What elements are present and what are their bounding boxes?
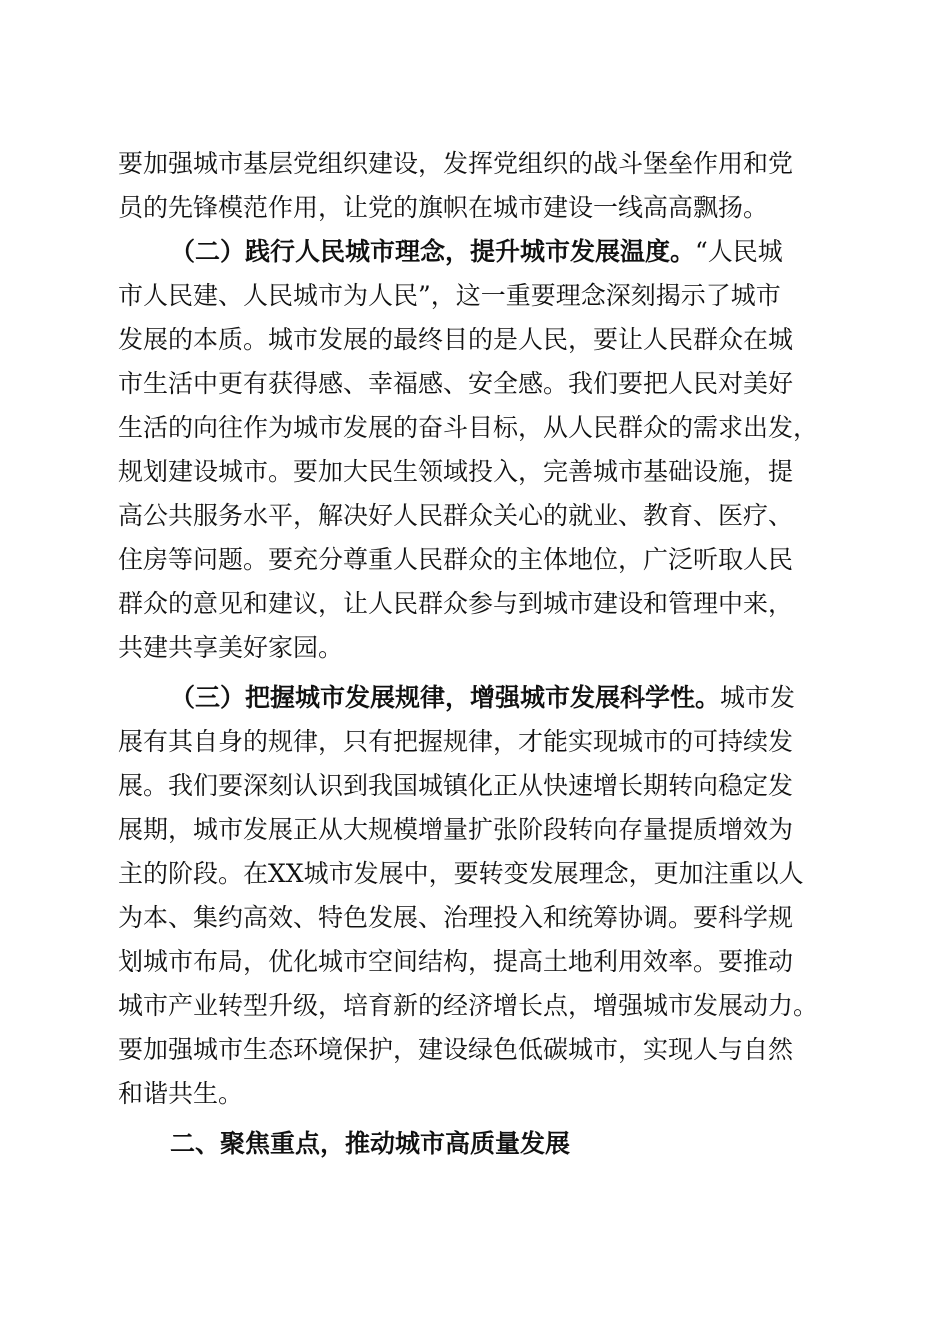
section-heading: 二、聚焦重点，推动城市高质量发展 [170, 1129, 571, 1158]
section-3-first-line [170, 680, 834, 716]
paragraph-line: 高公共服务水平，解决好人民群众关心的就业、教育、医疗、 [118, 501, 794, 530]
paragraph-line: 发展的本质。城市发展的最终目的是人民，要让人民群众在城 [118, 325, 794, 354]
paragraph-line: 市生活中更有获得感、幸福感、安全感。我们要把人民对美好 [118, 369, 794, 398]
paragraph-line: 生活的向往作为城市发展的奋斗目标，从人民群众的需求出发， [118, 413, 819, 442]
section-3-rest: 城市发 [720, 683, 796, 712]
paragraph-line: 划城市布局，优化城市空间结构，提高土地利用效率。要推动 [118, 947, 794, 976]
paragraph-line: 市人民建、人民城市为人民”，这一重要理念深刻揭示了城市 [118, 281, 781, 310]
section-2-rest: “人民城 [695, 237, 783, 266]
paragraph-line: 住房等问题。要充分尊重人民群众的主体地位，广泛听取人民 [118, 545, 794, 574]
paragraph-line: 展有其自身的规律，只有把握规律，才能实现城市的可持续发 [118, 727, 794, 756]
paragraph-line: 展。我们要深刻认识到我国城镇化正从快速增长期转向稳定发 [118, 771, 794, 800]
paragraph-line: 共建共享美好家园。 [118, 633, 344, 662]
section-2-lead: （二）践行人民城市理念，提升城市发展温度。 [170, 237, 696, 266]
paragraph-line: 要加强城市生态环境保护，建设绿色低碳城市，实现人与自然 [118, 1035, 794, 1064]
paragraph-line: 为本、集约高效、特色发展、治理投入和统筹协调。要科学规 [118, 903, 794, 932]
paragraph-line: 员的先锋模范作用，让党的旗帜在城市建设一线高高飘扬。 [118, 193, 769, 222]
paragraph-line: 要加强城市基层党组织建设，发挥党组织的战斗堡垒作用和党 [118, 149, 794, 178]
section-3-lead: （三）把握城市发展规律，增强城市发展科学性。 [170, 683, 721, 712]
paragraph-line: 规划建设城市。要加大民生领域投入，完善城市基础设施，提 [118, 457, 794, 486]
paragraph-line: 和谐共生。 [118, 1079, 244, 1108]
paragraph-line: 群众的意见和建议，让人民群众参与到城市建设和管理中来， [118, 589, 794, 618]
paragraph-line: 主的阶段。在XX城市发展中，要转变发展理念，更加注重以人 [118, 859, 804, 888]
paragraph-line: 展期，城市发展正从大规模增量扩张阶段转向存量提质增效为 [118, 815, 794, 844]
section-2-first-line [170, 234, 834, 270]
paragraph-line: 城市产业转型升级，培育新的经济增长点，增强城市发展动力。 [118, 991, 819, 1020]
